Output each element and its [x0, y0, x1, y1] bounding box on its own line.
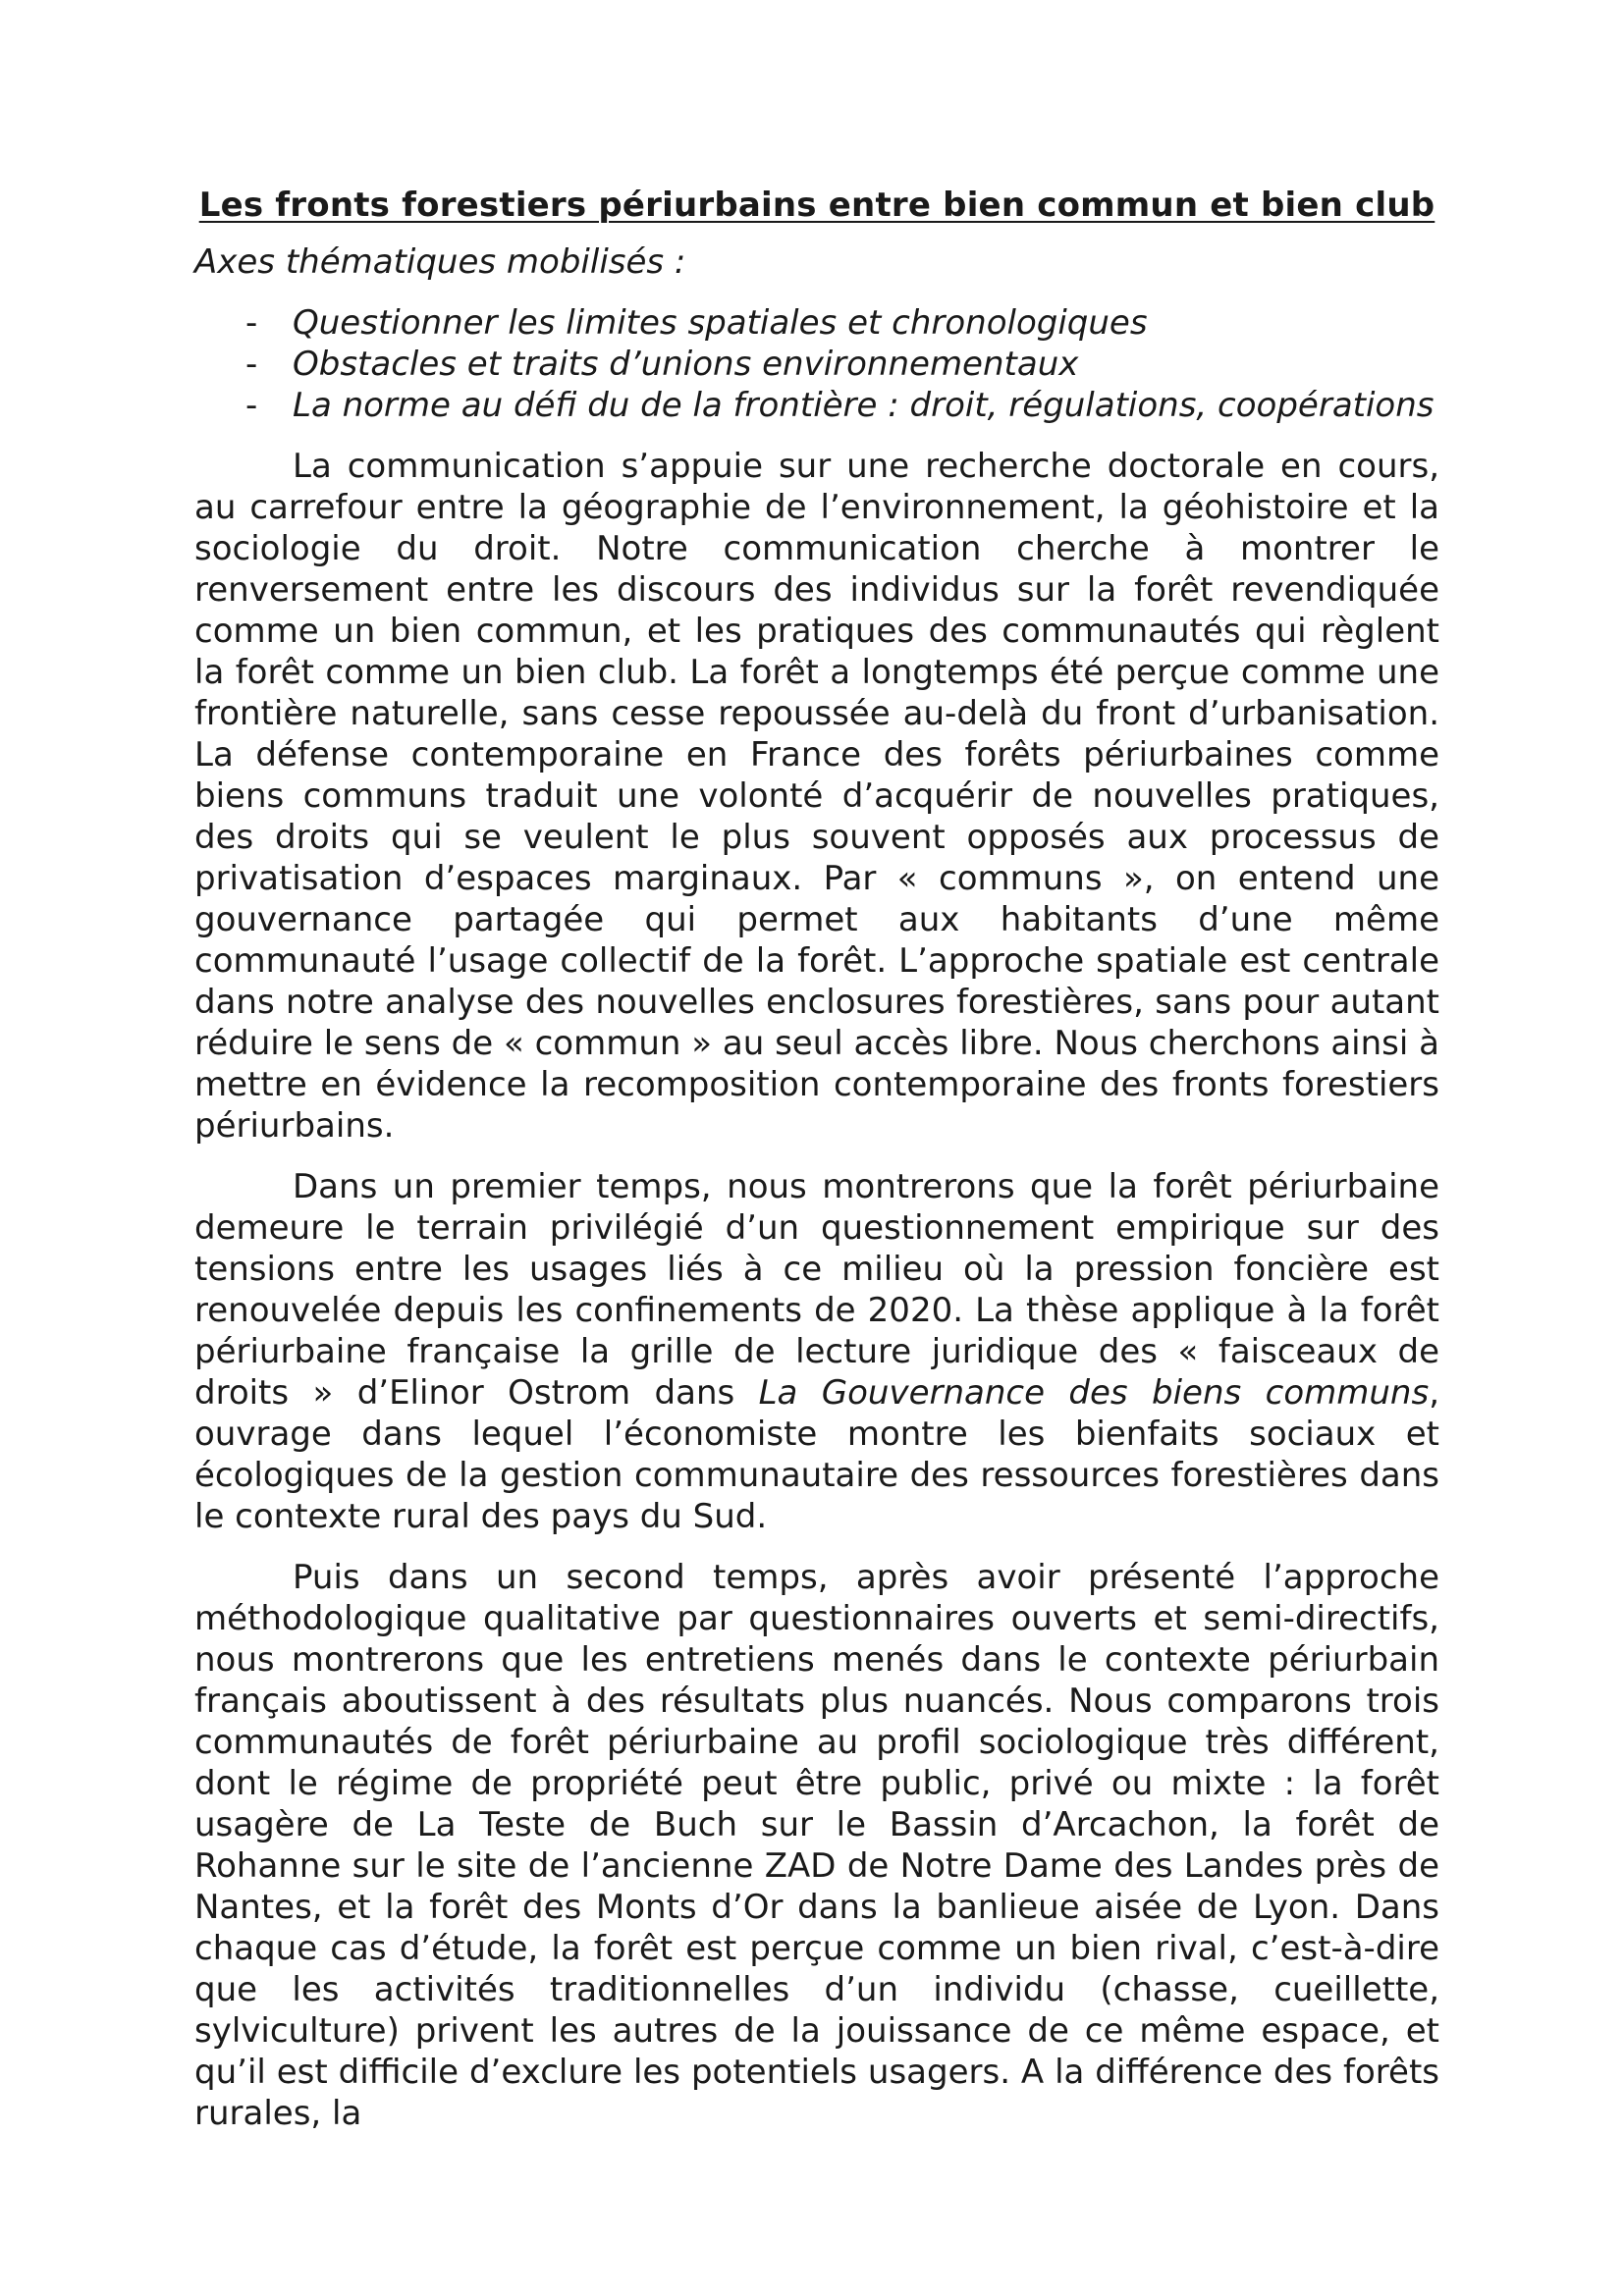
- paragraph-intro: La communication s’appuie sur une recherche doctorale en cours, au carrefour entre la géographie de l’environnement, la géohistoire et la sociologie du droit. Notre communication cherche à montrer le renversement entre les discours des individus sur la forêt revendiquée comme un bien commun, et les pratiques des communautés qui règlent la forêt comme un bien club. La forêt a longtemps été perçue comme une frontière naturelle, sans cesse repoussée au-delà du front d’urbanisation. La défense contemporaine en France des forêts périurbaines comme biens communs traduit une volonté d’acquérir de nouvelles pratiques, des droits qui se veulent le plus souvent opposés aux processus de privatisation d’espaces marginaux. Par « communs », on entend une gouvernance partagée qui permet aux habitants d’une même communauté l’usage collectif de la forêt. L’approche spatiale est centrale dans notre analyse des nouvelles enclosures forestières, sans pour autant réduire le sens de « commun » au seul accès libre. Nous cherchons ainsi à mettre en évidence la recomposition contemporaine des fronts forestiers périurbains.: [194, 447, 1439, 1146]
- book-title: La Gouvernance des biens communs: [758, 1373, 1430, 1413]
- paragraph-second-part: Puis dans un second temps, après avoir présenté l’approche méthodologique qualitative par questionnaires ouverts et semi-directifs, nous montrerons que les entretiens menés dans le contexte périurbain français aboutissent à des résultats plus nuancés. Nous comparons trois communautés de forêt périurbaine au profil sociologique très différent, dont le régime de propriété peut être public, privé ou mixte : la forêt usagère de La Teste de Buch sur le Bassin d’Arcachon, la forêt de Rohanne sur le site de l’ancienne ZAD de Notre Dame des Landes près de Nantes, et la forêt des Monts d’Or dans la banlieue aisée de Lyon. Dans chaque cas d’étude, la forêt est perçue comme un bien rival, c’est-à-dire que les activités traditionnelles d’un individu (chasse, cueillette, sylviculture) privent les autres de la jouissance de ce même espace, et qu’il est difficile d’exclure les potentiels usagers. A la différence des forêts rurales, la: [194, 1558, 1439, 2133]
- paragraph-text: Dans un premier temps, nous montrerons que la forêt périurbaine demeure le terrain privilégié d’un questionnement empirique sur des tensions entre les usages liés à ce milieu où la pression foncière est renouvelée depuis les confinements de 2020. La thèse applique à la forêt périurbaine française la grille de lecture juridique des « faisceaux de droits » d’Elinor Ostrom dans: [194, 1167, 1439, 1413]
- axis-text: La norme au défi du de la frontière : droit, régulations, coopérations: [293, 386, 1435, 425]
- list-dash: -: [245, 345, 258, 384]
- paragraph-first-part: [194, 1166, 1439, 1537]
- axis-item: [194, 385, 1439, 426]
- axis-text: Questionner les limites spatiales et chronologiques: [293, 303, 1148, 343]
- axes-list: [194, 302, 1439, 426]
- document-page: [194, 185, 1439, 2154]
- axis-text: Obstacles et traits d’unions environnementaux: [293, 345, 1079, 384]
- list-dash: -: [245, 386, 258, 425]
- document-title: Les fronts forestiers périurbains entre bien commun et bien club: [198, 186, 1435, 225]
- axes-intro: Axes thématiques mobilisés :: [194, 242, 686, 282]
- axis-item: [194, 302, 1439, 344]
- axis-item: [194, 344, 1439, 385]
- paragraph-text: , ouvrage dans lequel l’économiste montre les bienfaits sociaux et écologiques de la gestion communautaire des ressources forestières dans le contexte rural des pays du Sud.: [194, 1373, 1439, 1536]
- list-dash: -: [245, 303, 258, 343]
